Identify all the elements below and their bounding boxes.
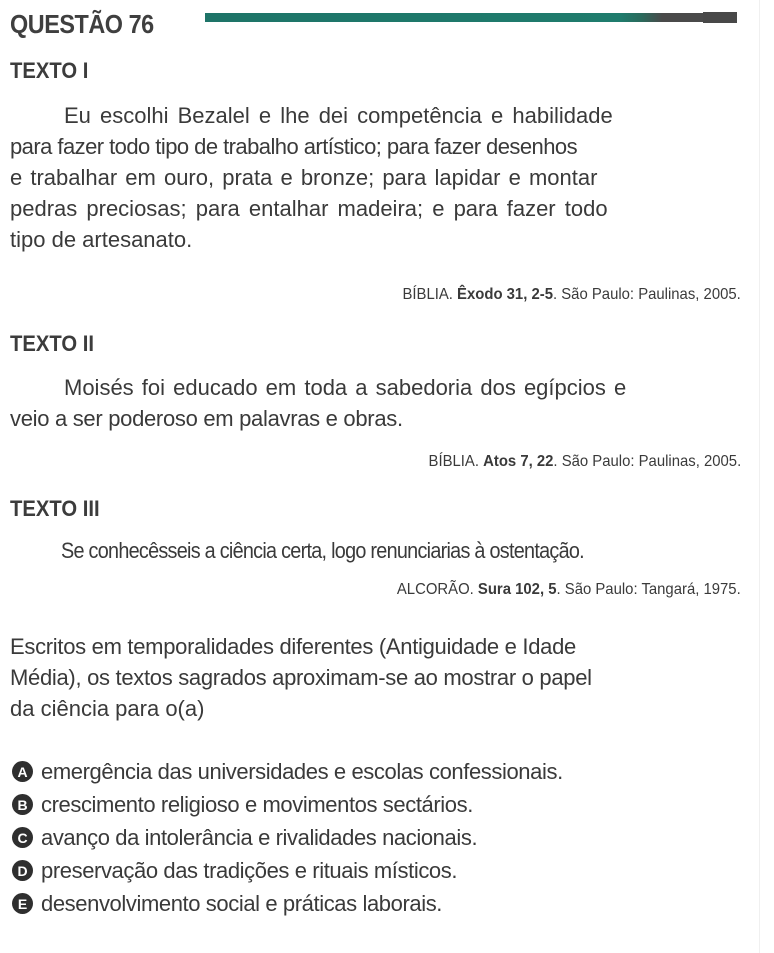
- text-1-line: pedras preciosas; para entalhar madeira; e para fazer todo: [10, 196, 608, 221]
- text-1-body: [10, 100, 740, 255]
- option-text: avanço da intolerância e rivalidades nacionais.: [41, 824, 478, 850]
- text-3-label: TEXTO III: [10, 496, 100, 521]
- page-edge-rule: [759, 0, 760, 953]
- citation-author: BÍBLIA.: [402, 286, 458, 303]
- option-letter-d-icon: D: [12, 860, 33, 881]
- text-1-line: tipo de artesanato.: [10, 227, 193, 252]
- text-2-label: TEXTO II: [10, 331, 94, 356]
- citation-author: ALCORÃO.: [397, 581, 479, 598]
- option-text: crescimento religioso e movimentos sectários.: [41, 791, 473, 817]
- option-e[interactable]: [12, 887, 732, 920]
- prompt-line: da ciência para o(a): [10, 696, 205, 721]
- citation-publisher: . São Paulo: Paulinas, 2005.: [553, 453, 741, 470]
- citation-work: Êxodo 31, 2-5: [457, 286, 554, 303]
- text-1-line: para fazer todo tipo de trabalho artístico; para fazer desenhos: [10, 134, 578, 159]
- prompt-line: Escritos em temporalidades diferentes (Antiguidade e Idade: [10, 634, 576, 659]
- text-3-quote: Se conhecêsseis a ciência certa, logo renunciarias à ostentação.: [61, 538, 584, 563]
- text-2-body: [10, 372, 740, 434]
- answer-options: [12, 755, 732, 920]
- text-1-citation: [403, 286, 741, 304]
- text-3-citation: [397, 581, 741, 599]
- question-title: QUESTÃO 76: [10, 8, 154, 39]
- citation-publisher: . São Paulo: Paulinas, 2005.: [553, 286, 741, 303]
- text-2-citation: [428, 453, 741, 471]
- text-1-line: e trabalhar em ouro, prata e bronze; para lapidar e montar: [10, 165, 598, 190]
- option-text: desenvolvimento social e práticas laborais.: [41, 890, 443, 916]
- citation-author: BÍBLIA.: [428, 453, 483, 470]
- question-prompt: [10, 631, 740, 724]
- text-2-line: Moisés foi educado em toda a sabedoria dos egípcios e: [64, 375, 627, 400]
- option-letter-a-icon: A: [12, 761, 33, 782]
- option-text: preservação das tradições e rituais místicos.: [41, 857, 458, 883]
- option-b[interactable]: [12, 788, 732, 821]
- text-1-line: Eu escolhi Bezalel e lhe dei competência e habilidade: [64, 103, 613, 128]
- prompt-line: Média), os textos sagrados aproximam-se ao mostrar o papel: [10, 665, 592, 690]
- option-a[interactable]: [12, 755, 732, 788]
- text-2-line: veio a ser poderoso em palavras e obras.: [10, 406, 403, 431]
- option-c[interactable]: [12, 821, 732, 854]
- citation-work: Sura 102, 5: [478, 581, 557, 598]
- title-bar-end-cap: [703, 12, 737, 23]
- text-1-label: TEXTO I: [10, 58, 89, 83]
- option-d[interactable]: [12, 854, 732, 887]
- question-header: [10, 6, 740, 42]
- citation-work: Atos 7, 22: [482, 453, 554, 470]
- option-letter-e-icon: E: [12, 893, 33, 914]
- option-letter-b-icon: B: [12, 794, 33, 815]
- citation-publisher: . São Paulo: Tangará, 1975.: [556, 581, 741, 598]
- option-text: emergência das universidades e escolas confessionais.: [41, 758, 563, 784]
- title-decorative-bar: [205, 13, 737, 22]
- option-letter-c-icon: C: [12, 827, 33, 848]
